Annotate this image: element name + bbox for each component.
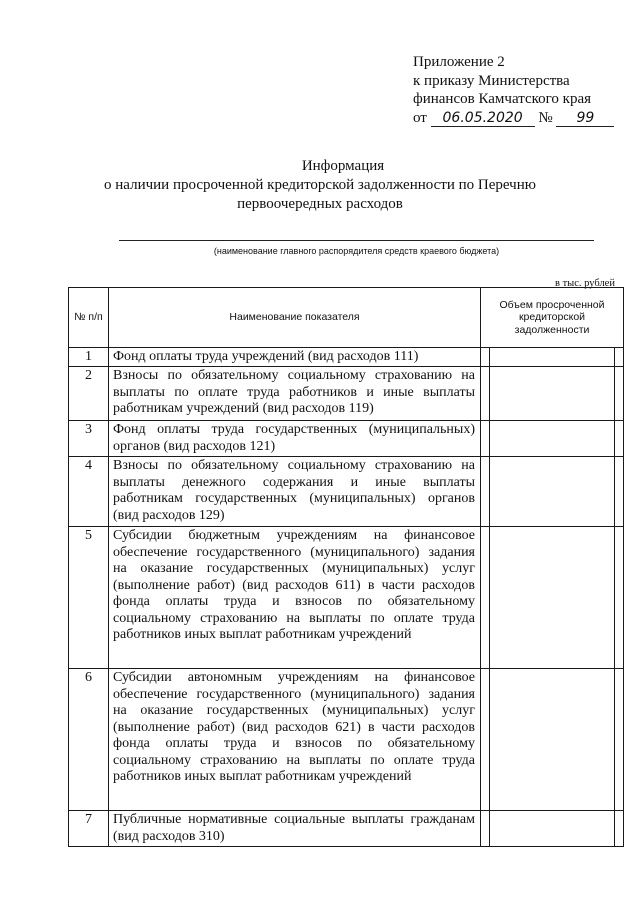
row-num: 6 <box>69 669 109 811</box>
row-value-cell <box>481 348 624 367</box>
order-number: 99 <box>556 111 614 127</box>
row-value-cell <box>481 811 624 847</box>
row-num: 3 <box>69 421 109 457</box>
number-prefix: № <box>538 109 553 126</box>
distributor-caption: (наименование главного распорядителя средств краевого бюджета) <box>213 246 500 256</box>
table-row <box>69 527 624 669</box>
units-label: в тыс. рублей <box>555 278 615 289</box>
row-value-cell <box>481 457 624 527</box>
table-row <box>69 348 624 367</box>
order-date: 06.05.2020 <box>431 111 535 127</box>
distributor-fill-line <box>119 240 594 241</box>
appendix-date-number-line <box>413 109 614 128</box>
arrears-table <box>68 287 624 847</box>
table-row <box>69 457 624 527</box>
row-num: 7 <box>69 811 109 847</box>
row-name: Взносы по обязательному социальному страхованию на выплаты денежного содержания и иные выплаты работникам государственных (муниципальных) органов (вид расходов 129) <box>109 457 481 527</box>
date-prefix: от <box>413 109 427 126</box>
row-name: Взносы по обязательному социальному страхованию на выплаты по оплате труда работников и иные выплаты работникам учреждений (вид расходов 119) <box>109 367 481 421</box>
header-name: Наименование показателя <box>109 288 481 348</box>
header-value: Объем просроченной кредиторской задолженности <box>481 288 624 348</box>
row-num: 2 <box>69 367 109 421</box>
appendix-block <box>413 53 614 127</box>
appendix-ministry-line: финансов Камчатского края <box>413 91 592 107</box>
title-line-1: Информация <box>301 158 385 174</box>
header-num: № п/п <box>69 288 109 348</box>
row-value-cell <box>481 367 624 421</box>
row-name: Субсидии автономным учреждениям на финансовое обеспечение государственного (муниципального) задания на оказание государственных (муниципальных) услуг (выполнение работ) (вид расходов 621) в части расходов фонда оплаты труда и взносов по обязательному социальному страхованию на выплаты по оплате труда работников иных выплат работникам учреждений <box>109 669 481 811</box>
appendix-title: Приложение 2 <box>413 54 505 70</box>
table-row <box>69 421 624 457</box>
table-row <box>69 669 624 811</box>
table-row <box>69 811 624 847</box>
row-value-cell <box>481 669 624 811</box>
row-num: 4 <box>69 457 109 527</box>
title-line-2: о наличии просроченной кредиторской задолженности по Перечню <box>104 177 536 193</box>
row-name: Публичные нормативные социальные выплаты гражданам (вид расходов 310) <box>109 811 481 847</box>
row-num: 5 <box>69 527 109 669</box>
row-name: Фонд оплаты труда учреждений (вид расходов 111) <box>109 348 481 367</box>
title-line-3: первоочередных расходов <box>237 196 403 212</box>
row-value-cell <box>481 421 624 457</box>
row-name: Фонд оплаты труда государственных (муниципальных) органов (вид расходов 121) <box>109 421 481 457</box>
row-num: 1 <box>69 348 109 367</box>
row-name: Субсидии бюджетным учреждениям на финансовое обеспечение государственного (муниципального) задания на оказание государственных (муниципальных) услуг (выполнение работ) (вид расходов 611) в части расходов фонда оплаты труда и взносов по обязательному социальному страхованию на выплаты по оплате труда работников иных выплат работникам учреждений <box>109 527 481 669</box>
appendix-order-line: к приказу Министерства <box>413 72 570 89</box>
row-value-cell <box>481 527 624 669</box>
table-row <box>69 367 624 421</box>
document-title <box>0 157 640 214</box>
